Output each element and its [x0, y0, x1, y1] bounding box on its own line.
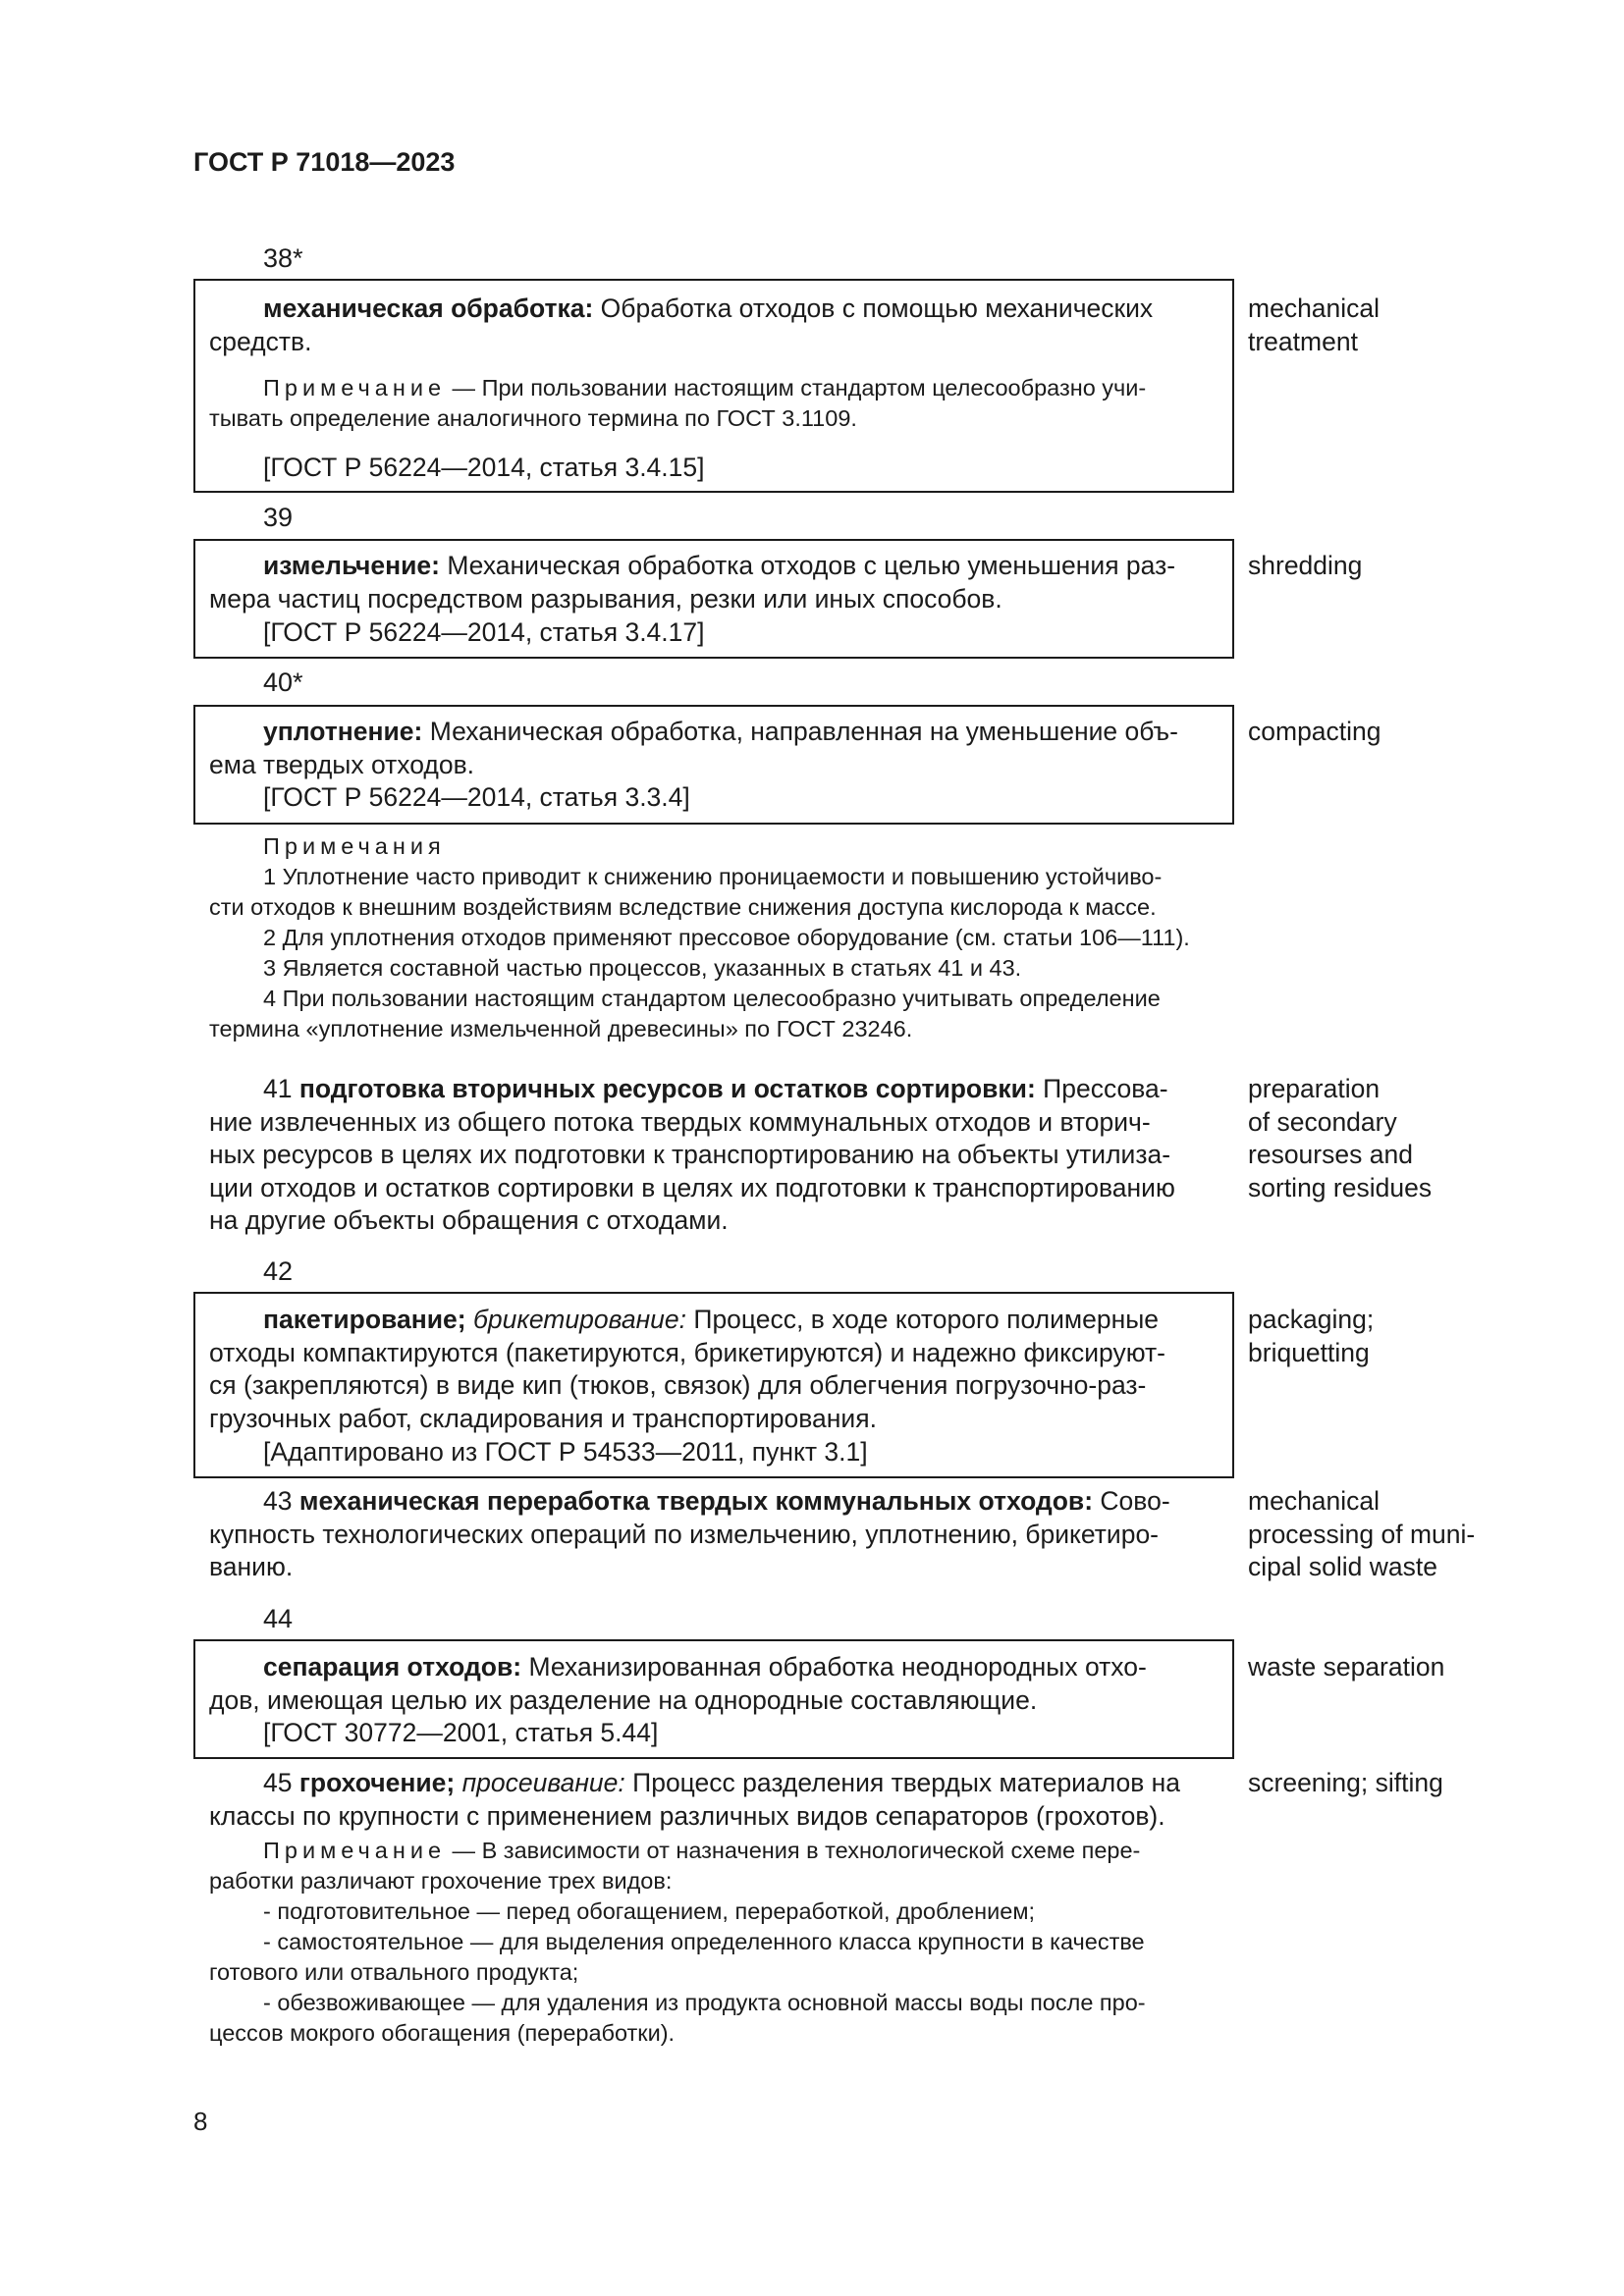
entry-39-definition: измельчение: Механическая обработка отходов с целью уменьшения раз- мера частиц посредством разрывания, резки или иных способов. [209, 551, 1176, 614]
entry-44-definition: сепарация отходов: Механизированная обработка неоднородных отхо- дов, имеющая целью их разделение на однородные составляющие. [209, 1652, 1147, 1715]
term-39: измельчение: [263, 551, 440, 580]
entry-40-reference: [ГОСТ Р 56224—2014, статья 3.3.4] [263, 782, 690, 812]
entry-45-english: screening; sifting [1248, 1768, 1443, 1797]
entry-number-38: 38* [263, 243, 303, 273]
entry-40-english: compacting [1248, 717, 1381, 746]
entry-45-definition: 45 грохочение; просеивание: Процесс разделения твердых материалов на классы по крупности с применением различных видов сепараторов (грохотов). [209, 1768, 1181, 1831]
entry-41-definition: 41 подготовка вторичных ресурсов и остатков сортировки: Прессова- ние извлеченных из общего потока твердых коммунальных отходов и вторич- ных ресурсов в целях их подготовки к транспортированию на объекты утилиза- ции отходов и остатков сортировки в целях их подготовки к транспортированию на другие объекты обращения с отходами. [209, 1074, 1175, 1235]
entry-38-english: mechanical treatment [1248, 294, 1380, 356]
list-item: - самостоятельное — для выделения определенного класса крупности в качестве [263, 1929, 1145, 1954]
entry-42-definition: пакетирование; брикетирование: Процесс, в ходе которого полимерные отходы компактируются (пакетируются, брикетируются) и надежно фиксируют- ся (закрепляются) в виде кип (тюков, связок) для облегчения погрузочно-раз- грузочных работ, складирования и транспортирования. [209, 1305, 1165, 1433]
entry-number-39: 39 [263, 503, 294, 532]
entry-45-note: Примечание — В зависимости от назначения в технологической схеме пере- работки различают грохочение трех видов: - подготовительное — перед обогащением, переработкой, дроблением; - самостоятельное — для выделения определенного класса крупности в качестве готового или отвального продукта; - обезвоживающее — для удаления из продукта основной массы воды после про- цессов мокрого обогащения (переработки). [209, 1838, 1146, 2046]
entry-40-notes: Примечания 1 Уплотнение часто приводит к снижению проницаемости и повышению устойчиво- сти отходов к внешним воздействиям вследствие снижения доступа кислорода к массе. 2 Для уплотнения отходов применяют прессовое оборудование (см. статьи 106—111). 3 Является составной частью процессов, указанных в статьях 41 и 43. 4 При пользовании настоящим стандартом целесообразно учитывать определение термина «уплотнение измельченной древесины» по ГОСТ 23246. [209, 833, 1190, 1041]
entry-38-note: Примечание — При пользовании настоящим стандартом целесообразно учи- тывать определение аналогичного термина по ГОСТ 3.1109. [209, 375, 1147, 431]
entry-number-45: 45 [263, 1768, 293, 1797]
term-43: механическая переработка твердых коммунальных отходов: [298, 1486, 1094, 1516]
entry-number-42: 42 [263, 1256, 294, 1286]
entry-number-40: 40* [263, 667, 303, 697]
list-item: - подготовительное — перед обогащением, переработкой, дроблением; [263, 1898, 1036, 1924]
page-number: 8 [193, 2107, 208, 2136]
term-42: пакетирование; [263, 1305, 466, 1334]
notes-label: Примечания [263, 833, 446, 859]
term-44: сепарация отходов: [263, 1652, 522, 1682]
entry-38-definition: механическая обработка: Обработка отходов с помощью механических средств. [209, 294, 1154, 356]
entry-38-reference: [ГОСТ Р 56224—2014, статья 3.4.15] [263, 453, 705, 482]
term-38: механическая обработка: [263, 294, 594, 323]
entry-39-english: shredding [1248, 551, 1363, 580]
entry-number-41: 41 [263, 1074, 293, 1103]
entry-41-english: preparation of secondary resourses and sorting residues [1248, 1074, 1433, 1202]
document-header: ГОСТ Р 71018—2023 [193, 147, 456, 177]
entry-44-reference: [ГОСТ 30772—2001, статья 5.44] [263, 1718, 659, 1747]
entry-number-44: 44 [263, 1604, 294, 1633]
entry-40-definition: уплотнение: Механическая обработка, направленная на уменьшение объ- ема твердых отходов. [209, 717, 1178, 779]
term-45: грохочение; [298, 1768, 456, 1797]
entry-44-english: waste separation [1248, 1652, 1445, 1682]
entry-42-reference: [Адаптировано из ГОСТ Р 54533—2011, пункт 3.1] [263, 1437, 868, 1467]
entry-number-43: 43 [263, 1486, 293, 1516]
entry-42-english: packaging; briquetting [1248, 1305, 1375, 1367]
entry-39-reference: [ГОСТ Р 56224—2014, статья 3.4.17] [263, 617, 705, 647]
term-41: подготовка вторичных ресурсов и остатков сортировки: [298, 1074, 1036, 1103]
list-item: - обезвоживающее — для удаления из продукта основной массы воды после про- [263, 1990, 1146, 2015]
synonym-42: брикетирование: [472, 1305, 687, 1334]
term-40: уплотнение: [263, 717, 423, 746]
synonym-45: просеивание: [461, 1768, 625, 1797]
entry-43-english: mechanical processing of muni- cipal solid waste [1248, 1486, 1476, 1581]
entry-43-definition: 43 механическая переработка твердых коммунальных отходов: Сово- купность технологических операций по измельчению, уплотнению, брикетиро- ванию. [209, 1486, 1170, 1581]
